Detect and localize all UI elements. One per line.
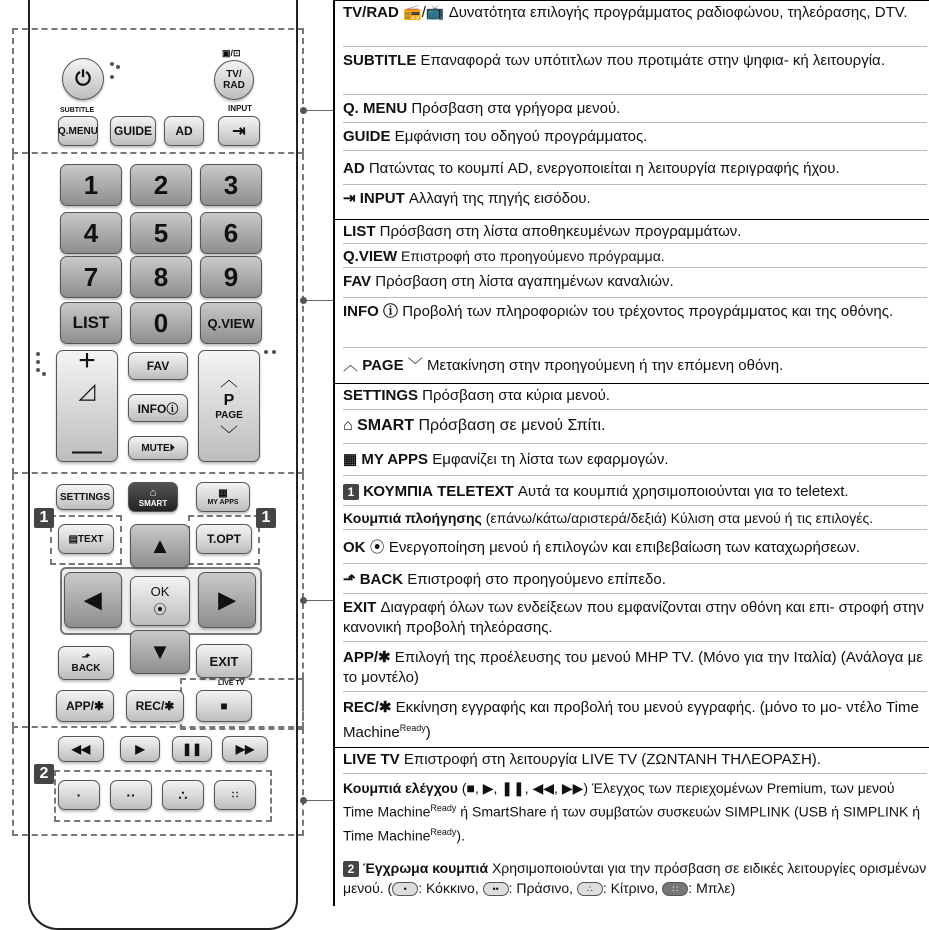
indicator-dot <box>36 368 40 372</box>
desc-text: Επιστροφή στη λειτουργία LIVE TV (ΖΩΝΤΑΝΗ ΤΗΛΕΟΡΑΣΗ). <box>399 751 821 768</box>
num-6[interactable]: 6 <box>200 212 262 254</box>
desc-colors: 2 Έγχρωμα κουμπιά Χρησιμοποιούνται για την πρόσβαση σε ειδικές λειτουργίες ορισμένων μενού. ( • : Κόκκινο, •• : Πράσινο, ∴ : Κίτρινο, ∷ : Μπλε) <box>343 860 927 896</box>
pause-button[interactable]: ❚❚ <box>172 736 212 762</box>
back-button[interactable] <box>58 646 114 680</box>
desc-info <box>343 302 927 348</box>
num-4[interactable]: 4 <box>60 212 122 254</box>
power-button[interactable]: ⏻ <box>62 58 104 100</box>
desc-rec <box>343 698 927 744</box>
desc-text: Μπλε) <box>696 880 736 896</box>
blue-button-icon: ∷ <box>662 882 688 896</box>
badge-2: 2 <box>343 861 359 877</box>
section-4 <box>335 747 929 906</box>
desc-key: APP/✱ <box>343 649 391 666</box>
num-5[interactable]: 5 <box>130 212 192 254</box>
info-button[interactable]: INFOⓘ <box>128 394 188 422</box>
ok-icon: ⦿ <box>369 539 385 556</box>
desc-text: Αλλαγή της πηγής εισόδου. <box>404 190 591 207</box>
desc-key: Κουμπιά πλοήγησης <box>343 510 482 526</box>
grid-icon: ▦ <box>218 488 228 499</box>
leader-line <box>304 600 333 601</box>
section-3 <box>335 383 929 747</box>
app-button[interactable]: APP/✱ <box>56 690 114 722</box>
desc-controls <box>343 778 927 844</box>
chevron-down-icon: ﹀ <box>407 357 423 374</box>
info-icon: ⓘ <box>383 303 399 320</box>
green-button-icon: •• <box>483 882 509 896</box>
desc-key: ΚΟΥΜΠΙΑ TELETEXT <box>363 483 514 500</box>
livetv-label: LIVE TV <box>218 680 245 687</box>
desc-key: OK <box>343 539 366 556</box>
ad-button[interactable]: AD <box>164 116 204 146</box>
chevron-down-icon: ﹀ <box>220 424 238 445</box>
rec-button[interactable]: REC/✱ <box>126 690 184 722</box>
desc-key: AD <box>343 160 365 177</box>
exit-button[interactable]: EXIT <box>196 644 252 678</box>
indicator-dot <box>110 62 114 66</box>
desc-subtitle <box>343 51 927 95</box>
desc-text: Μετακίνηση στην προηγούμενη ή την επόμενη οθόνη. <box>422 357 784 374</box>
desc-key: Q. MENU <box>343 100 408 117</box>
desc-text: Εκκίνηση εγγραφής και προβολή του μενού εγγραφής. (μόνο το μο- ντέλο Time Machine <box>343 699 919 741</box>
desc-text: Διαγραφή όλων των ενδείξεων που εμφανίζονται στην οθόνη και επι- στροφή στην κανονική προβολή τηλεόρασης. <box>343 599 924 636</box>
myapps-button[interactable] <box>196 482 250 512</box>
input-button[interactable]: ⇥ <box>218 116 260 146</box>
desc-text: Προβολή των πληροφοριών του τρέχοντος προγράμματος και της οθόνης. <box>398 303 894 320</box>
smart-button[interactable] <box>128 482 178 512</box>
num-8[interactable]: 8 <box>130 256 192 298</box>
fav-button[interactable]: FAV <box>128 352 188 380</box>
desc-text: Δυνατότητα επιλογής προγράμματος ραδιοφώνου, τηλεόρασης, DTV. <box>444 4 908 21</box>
ok-icon: ⦿ <box>153 602 167 617</box>
desc-text: Πρόσβαση στα γρήγορα μενού. <box>407 100 621 117</box>
smart-label: SMART <box>138 498 168 508</box>
desc-sup: Ready <box>399 723 426 733</box>
desc-key: TV/RAD <box>343 4 399 21</box>
desc-key: BACK <box>359 571 404 588</box>
desc-text: Πράσινο, <box>516 880 577 896</box>
indicator-dot <box>110 75 114 79</box>
badge-2: 2 <box>34 764 54 784</box>
group-top <box>12 28 304 154</box>
num-3[interactable]: 3 <box>200 164 262 206</box>
red-button-icon: • <box>392 882 418 896</box>
input-icon: ⇥ <box>343 190 356 207</box>
indicator-dot <box>36 352 40 356</box>
indicator-dot <box>116 65 120 69</box>
red-button[interactable]: · <box>58 780 100 810</box>
badge-1: 1 <box>343 484 359 500</box>
desc-back <box>343 570 927 594</box>
badge-1: 1 <box>34 508 54 528</box>
desc-myapps <box>343 450 927 476</box>
desc-key: SUBTITLE <box>343 52 417 69</box>
chevron-up-icon: ︿ <box>343 357 359 374</box>
desc-key: SETTINGS <box>343 387 419 404</box>
desc-text: Εμφανίζει τη λίστα των εφαρμογών. <box>428 451 669 468</box>
desc-input <box>343 189 927 217</box>
desc-key: Κουμπιά ελέγχου <box>343 780 458 796</box>
num-2[interactable]: 2 <box>130 164 192 206</box>
desc-fav <box>343 272 927 298</box>
leader-dot <box>300 107 307 114</box>
desc-text: Αυτά τα κουμπιά χρησιμοποιούνται για το teletext. <box>513 483 849 500</box>
desc-text: Πατώντας το κουμπί AD, ενεργοποιείται η λειτουργία περιγραφής ήχου. <box>364 160 840 177</box>
leader-dot <box>300 297 307 304</box>
desc-text: ) <box>425 724 431 741</box>
desc-livetv <box>343 750 927 774</box>
desc-app <box>343 648 927 692</box>
desc-tvrad <box>343 3 927 47</box>
desc-qview <box>343 246 927 268</box>
leader-line <box>304 110 333 111</box>
leader-line <box>304 800 333 801</box>
desc-text: ή SmartShare ή των συμβατών συσκευών SIMPLINK (USB ή SIMPLINK ή Time Machine <box>343 803 921 844</box>
desc-text: Επιλογή της προέλευσης του μενού MHP TV. (Μόνο για την Ιταλία) (Ανάλογα με το μοντέλο) <box>343 649 923 686</box>
desc-key: SMART <box>357 417 415 434</box>
indicator-dot <box>36 360 40 364</box>
forward-button[interactable]: ▶▶ <box>222 736 268 762</box>
right-button[interactable]: ▶ <box>198 572 256 628</box>
desc-text: Πρόσβαση στη λίστα αποθηκευμένων προγραμμάτων. <box>375 223 742 240</box>
qmenu-button[interactable]: Q.MENU <box>58 116 98 146</box>
desc-key: GUIDE <box>343 128 391 145</box>
desc-text: (■, ▶, ❚❚, ◀◀, ▶▶) Έλεγχος των περιεχομένων Premium, των μενού Time Machine <box>343 780 895 820</box>
section-1 <box>335 0 929 219</box>
leader-dot <box>300 597 307 604</box>
num-0[interactable]: 0 <box>130 302 192 344</box>
list-button[interactable]: LIST <box>60 302 122 344</box>
desc-list <box>343 222 927 244</box>
desc-qmenu <box>343 99 927 123</box>
down-button[interactable]: ▼ <box>130 630 190 674</box>
desc-text: Πρόσβαση στα κύρια μενού. <box>418 387 610 404</box>
play-button[interactable]: ▶ <box>120 736 160 762</box>
num-9[interactable]: 9 <box>200 256 262 298</box>
desc-text: (επάνω/κάτω/αριστερά/δεξιά) Κύλιση στα μενού ή τις επιλογές. <box>481 510 874 526</box>
desc-ok <box>343 538 927 564</box>
desc-teletext <box>343 482 927 506</box>
volume-rocker[interactable]: + ◿ — <box>56 350 118 462</box>
desc-smart <box>343 416 927 444</box>
desc-key: LIST <box>343 223 376 240</box>
desc-key: INFO <box>343 303 379 320</box>
yellow-button[interactable]: ∴ <box>162 780 204 810</box>
topt-button[interactable]: T.OPT <box>196 524 252 554</box>
desc-text: Εμφάνιση του οδηγού προγράμματος. <box>390 128 648 145</box>
description-column <box>333 0 929 906</box>
desc-ad <box>343 159 927 185</box>
desc-text: Κόκκινο, <box>425 880 483 896</box>
page-label: PAGE <box>215 409 243 421</box>
desc-key: LIVE TV <box>343 751 400 768</box>
desc-key: REC/✱ <box>343 699 392 716</box>
desc-text: Κίτρινο, <box>610 880 663 896</box>
tvrad-icon: ▣/⊡ <box>222 48 241 58</box>
tvrad-icon: 📻/📺 <box>403 4 445 21</box>
indicator-dot <box>264 350 268 354</box>
desc-settings <box>343 386 927 410</box>
desc-key: EXIT <box>343 599 377 616</box>
tvrad-button[interactable]: TV/ RAD <box>214 60 254 100</box>
yellow-button-icon: ∴ <box>577 882 603 896</box>
input-label: INPUT <box>228 104 252 113</box>
desc-key: PAGE <box>362 357 404 374</box>
left-button[interactable]: ◀ <box>64 572 122 628</box>
badge-1: 1 <box>256 508 276 528</box>
indicator-dot <box>42 372 46 376</box>
rewind-button[interactable]: ◀◀ <box>58 736 104 762</box>
desc-exit <box>343 598 927 642</box>
desc-text: Επιστροφή στο προηγούμενο επίπεδο. <box>403 571 666 588</box>
leader-dot <box>300 797 307 804</box>
desc-page <box>343 356 927 380</box>
back-icon: ⬏ <box>81 652 91 663</box>
num-1[interactable]: 1 <box>60 164 122 206</box>
p-label: P <box>223 391 235 409</box>
subtitle-label: SUBTITLE <box>60 107 95 114</box>
desc-sup: Ready <box>430 826 457 837</box>
desc-text: Πρόσβαση στη λίστα αγαπημένων καναλιών. <box>371 273 674 290</box>
qview-button[interactable]: Q.VIEW <box>200 302 262 344</box>
grid-icon: ▦ <box>343 451 358 468</box>
back-label: BACK <box>71 663 101 674</box>
desc-text: ). <box>456 827 465 844</box>
desc-text: Ενεργοποίηση μενού ή επιλογών και επιβεβαίωση των καταχωρήσεων. <box>384 539 861 556</box>
leader-line <box>304 300 333 301</box>
blue-button[interactable]: ∷ <box>214 780 256 810</box>
desc-text: Επαναφορά των υπότιτλων που προτιμάτε στην ψηφια- κή λειτουργία. <box>416 52 885 69</box>
num-7[interactable]: 7 <box>60 256 122 298</box>
back-icon: ⬏ <box>343 571 356 588</box>
desc-text: Χρησιμοποιούνται για την πρόσβαση σε ειδικές λειτουργίες ορισμένων μενού. ( <box>343 860 927 896</box>
page-rocker[interactable] <box>198 350 260 462</box>
text-button[interactable]: ▤TEXT <box>58 524 114 554</box>
chevron-up-icon: ︿ <box>220 369 238 390</box>
livetv-button[interactable]: ■ <box>196 690 252 722</box>
desc-nav <box>343 508 927 530</box>
desc-guide <box>343 127 927 151</box>
ok-button[interactable] <box>130 576 190 626</box>
mute-button[interactable]: MUTE⏵ <box>128 436 188 460</box>
desc-text: Επιστροφή στο προηγούμενο πρόγραμμα. <box>397 248 665 264</box>
remote-illustration <box>0 0 310 906</box>
desc-key: MY APPS <box>361 451 429 468</box>
myapps-label: MY APPS <box>207 499 239 506</box>
home-icon: ⌂ <box>343 417 353 434</box>
green-button[interactable]: ·· <box>110 780 152 810</box>
guide-button[interactable]: GUIDE <box>110 116 156 146</box>
desc-key: FAV <box>343 273 372 290</box>
desc-key: Έγχρωμα κουμπιά <box>362 860 489 876</box>
home-icon: ⌂ <box>149 486 157 499</box>
up-button[interactable]: ▲ <box>130 524 190 568</box>
ok-label: OK <box>150 584 170 599</box>
settings-button[interactable]: SETTINGS <box>56 484 114 510</box>
desc-key: INPUT <box>359 190 405 207</box>
section-2 <box>335 219 929 383</box>
desc-text: Πρόσβαση σε μενού Σπίτι. <box>414 417 606 434</box>
desc-key: Q.VIEW <box>343 248 398 265</box>
indicator-dot <box>272 350 276 354</box>
desc-sup: Ready <box>430 803 457 813</box>
